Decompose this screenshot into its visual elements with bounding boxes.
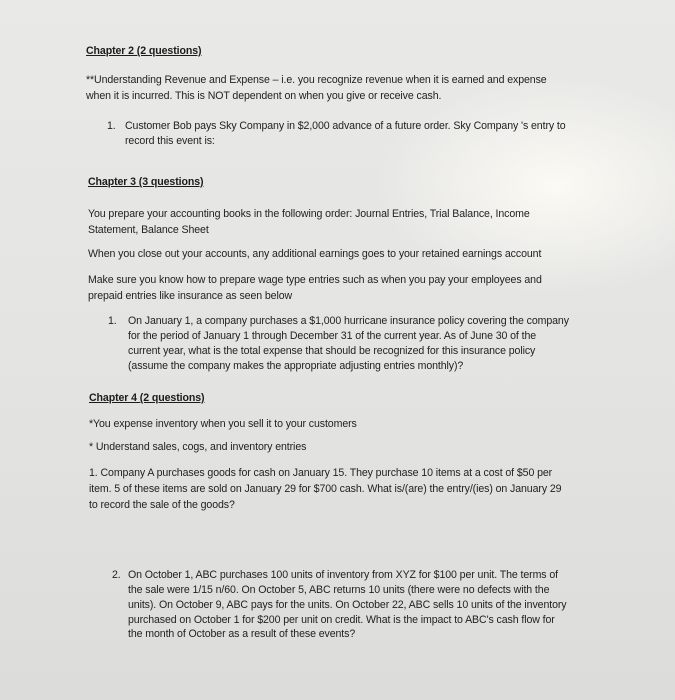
paragraph-line: Statement, Balance Sheet (88, 224, 209, 236)
question-line: record this event is: (125, 135, 215, 147)
question-line: for the period of January 1 through December 31 of the current year. As of June 30 of the (128, 330, 537, 342)
question-line: the month of October as a result of these events? (128, 628, 356, 640)
question-line: to record the sale of the goods? (89, 499, 235, 511)
question-line: units). On October 9, ABC pays for the units. On October 22, ABC sells 10 units of the inventory (128, 599, 567, 611)
chapter-2-intro-line: when it is incurred. This is NOT dependent on when you give or receive cash. (86, 90, 442, 102)
question-line: purchased on October 1 for $200 per unit on credit. What is the impact to ABC's cash flow for (128, 614, 555, 626)
question-line: On October 1, ABC purchases 100 units of inventory from XYZ for $100 per unit. The terms of (128, 569, 558, 581)
bullet-line: *You expense inventory when you sell it to your customers (89, 418, 357, 430)
question-line: item. 5 of these items are sold on January 29 for $700 cash. What is/(are) the entry/(ies) on January 29 (89, 483, 562, 495)
question-line: the sale were 1/15 n/60. On October 5, ABC returns 10 units (there were no defects with the (128, 584, 550, 596)
question-line: 1. Company A purchases goods for cash on January 15. They purchase 10 items at a cost of $50 per (89, 467, 553, 479)
question-number: 2. (112, 569, 121, 581)
chapter-2-heading: Chapter 2 (2 questions) (86, 45, 202, 57)
chapter-4-heading: Chapter 4 (2 questions) (89, 392, 205, 404)
chapter-2-intro-line: **Understanding Revenue and Expense – i.e. you recognize revenue when it is earned and expense (86, 74, 547, 86)
question-line: current year, what is the total expense that should be recognized for this insurance policy (128, 345, 536, 357)
paragraph-line: When you close out your accounts, any additional earnings goes to your retained earnings account (88, 248, 542, 260)
paragraph-line: Make sure you know how to prepare wage type entries such as when you pay your employees and (88, 274, 542, 286)
question-number: 1. (107, 120, 116, 132)
question-line: (assume the company makes the appropriate adjusting entries monthly)? (128, 360, 464, 372)
question-line: On January 1, a company purchases a $1,000 hurricane insurance policy covering the company (128, 315, 569, 327)
chapter-3-heading: Chapter 3 (3 questions) (88, 176, 204, 188)
question-line: Customer Bob pays Sky Company in $2,000 advance of a future order. Sky Company 's entry to (125, 120, 566, 132)
bullet-line: * Understand sales, cogs, and inventory entries (89, 441, 307, 453)
paragraph-line: prepaid entries like insurance as seen below (88, 290, 293, 302)
paragraph-line: You prepare your accounting books in the following order: Journal Entries, Trial Balance, Income (88, 208, 530, 220)
question-number: 1. (108, 315, 117, 327)
